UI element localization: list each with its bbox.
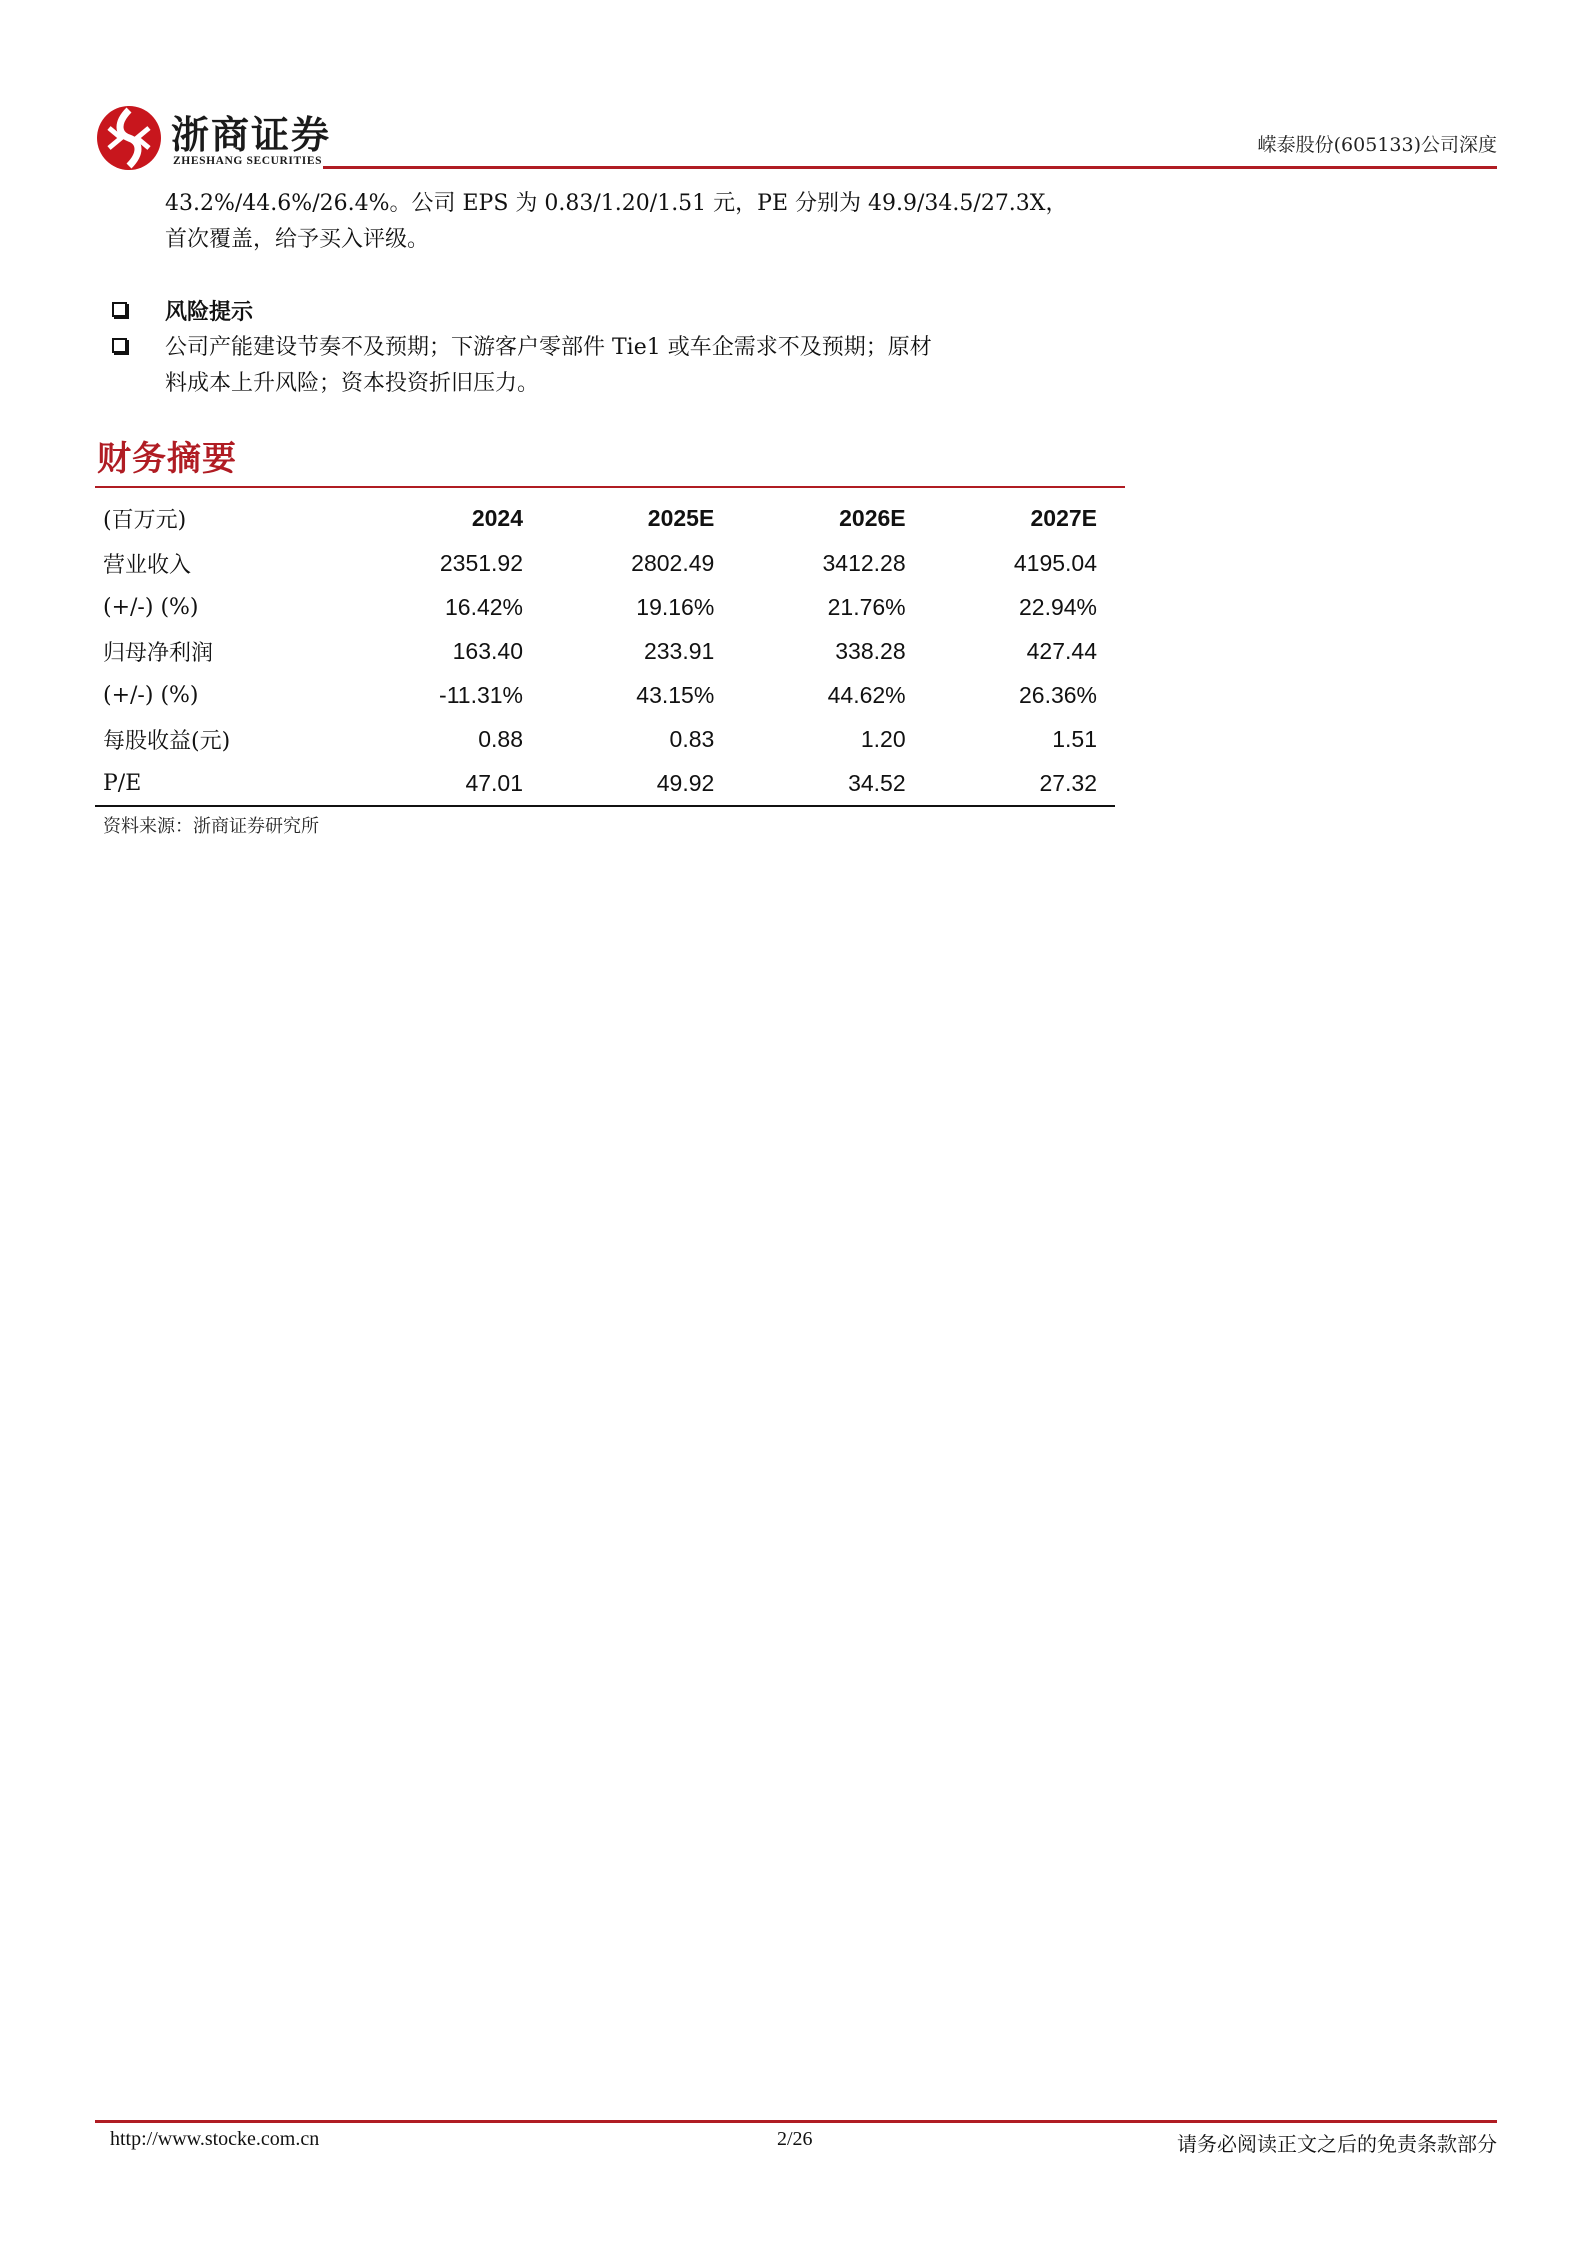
cell-value: -11.31%: [439, 681, 523, 708]
cell-value: 49.92: [541, 761, 732, 806]
cell-value: 163.40: [452, 637, 523, 664]
intro-line-2: 首次覆盖，给予买入评级。: [165, 227, 430, 252]
square-bullet-icon: [112, 338, 127, 353]
cell-value: 2351.92: [439, 549, 523, 576]
cell-value: 26.36%: [1018, 681, 1097, 708]
table-header-row: [95, 495, 1115, 541]
page-header: [95, 100, 1497, 170]
zheshang-logo-icon: [95, 104, 163, 172]
cell-value: 43.15%: [636, 681, 715, 708]
data-source-note: 资料来源：浙商证券研究所: [103, 816, 319, 837]
page-number: 2/26: [777, 2128, 813, 2150]
financial-summary-table: [95, 495, 1115, 807]
square-bullet-icon: [112, 302, 127, 317]
table-row: [95, 673, 1115, 717]
row-label: 归母净利润: [103, 640, 214, 666]
cell-value: 2802.49: [631, 549, 715, 576]
cell-value: 44.62%: [827, 681, 906, 708]
header-divider: [323, 166, 1497, 169]
cell-value: 16.42%: [444, 593, 523, 620]
cell-value: 4195.04: [1013, 549, 1097, 576]
footer-url-link[interactable]: http://www.stocke.com.cn: [110, 2128, 320, 2150]
cell-value: 3412.28: [822, 549, 906, 576]
risk-line-2: 料成本上升风险；资本投资折旧压力。: [165, 371, 540, 396]
cell-value: 427.44: [1026, 637, 1097, 664]
section-title: 财务摘要: [97, 439, 237, 479]
report-tag: 嵘泰股份(605133)公司深度: [1257, 134, 1497, 156]
cell-value: 22.94%: [1018, 593, 1097, 620]
cell-value: 19.16%: [636, 593, 715, 620]
table-row: [95, 585, 1115, 629]
row-label: (+/-) (%): [103, 594, 199, 620]
cell-value: 1.20: [860, 725, 906, 752]
cell-value: 21.76%: [827, 593, 906, 620]
year-header: 2025E: [647, 504, 715, 531]
risk-line-1: 公司产能建设节奏不及预期；下游客户零部件 Tie1 或车企需求不及预期；原材: [165, 335, 932, 360]
row-label: P/E: [95, 761, 350, 806]
cell-value: 233.91: [643, 637, 715, 664]
cell-value: 27.32: [924, 761, 1115, 806]
row-label: 营业收入: [103, 552, 192, 578]
footer-disclaimer: 请务必阅读正文之后的免责条款部分: [1177, 2132, 1497, 2156]
cell-value: 0.83: [669, 725, 715, 752]
footer-divider: [95, 2120, 1497, 2123]
table-row: [95, 629, 1115, 673]
unit-label: (百万元): [103, 507, 187, 533]
cell-value: 338.28: [835, 637, 906, 664]
year-header: 2026E: [839, 504, 906, 531]
section-divider: [95, 486, 1125, 488]
company-name-cn: 浙商证券: [171, 113, 332, 157]
risk-title: 风险提示: [165, 299, 254, 325]
row-label: 每股收益(元): [103, 728, 231, 754]
year-header: 2027E: [1030, 504, 1097, 531]
cell-value: 34.52: [732, 761, 923, 806]
cell-value: 0.88: [478, 725, 523, 752]
cell-value: 1.51: [1052, 725, 1097, 752]
company-name-en: ZHESHANG SECURITIES: [173, 155, 323, 167]
year-header: 2024: [471, 504, 523, 531]
row-label: (+/-) (%): [103, 682, 199, 708]
intro-line-1: 43.2%/44.6%/26.4%。公司 EPS 为 0.83/1.20/1.51 元，PE 分别为 49.9/34.5/27.3X，: [165, 191, 1068, 216]
table-row: [95, 761, 1115, 806]
cell-value: 47.01: [350, 761, 541, 806]
table-row: [95, 541, 1115, 585]
table-row: [95, 717, 1115, 761]
